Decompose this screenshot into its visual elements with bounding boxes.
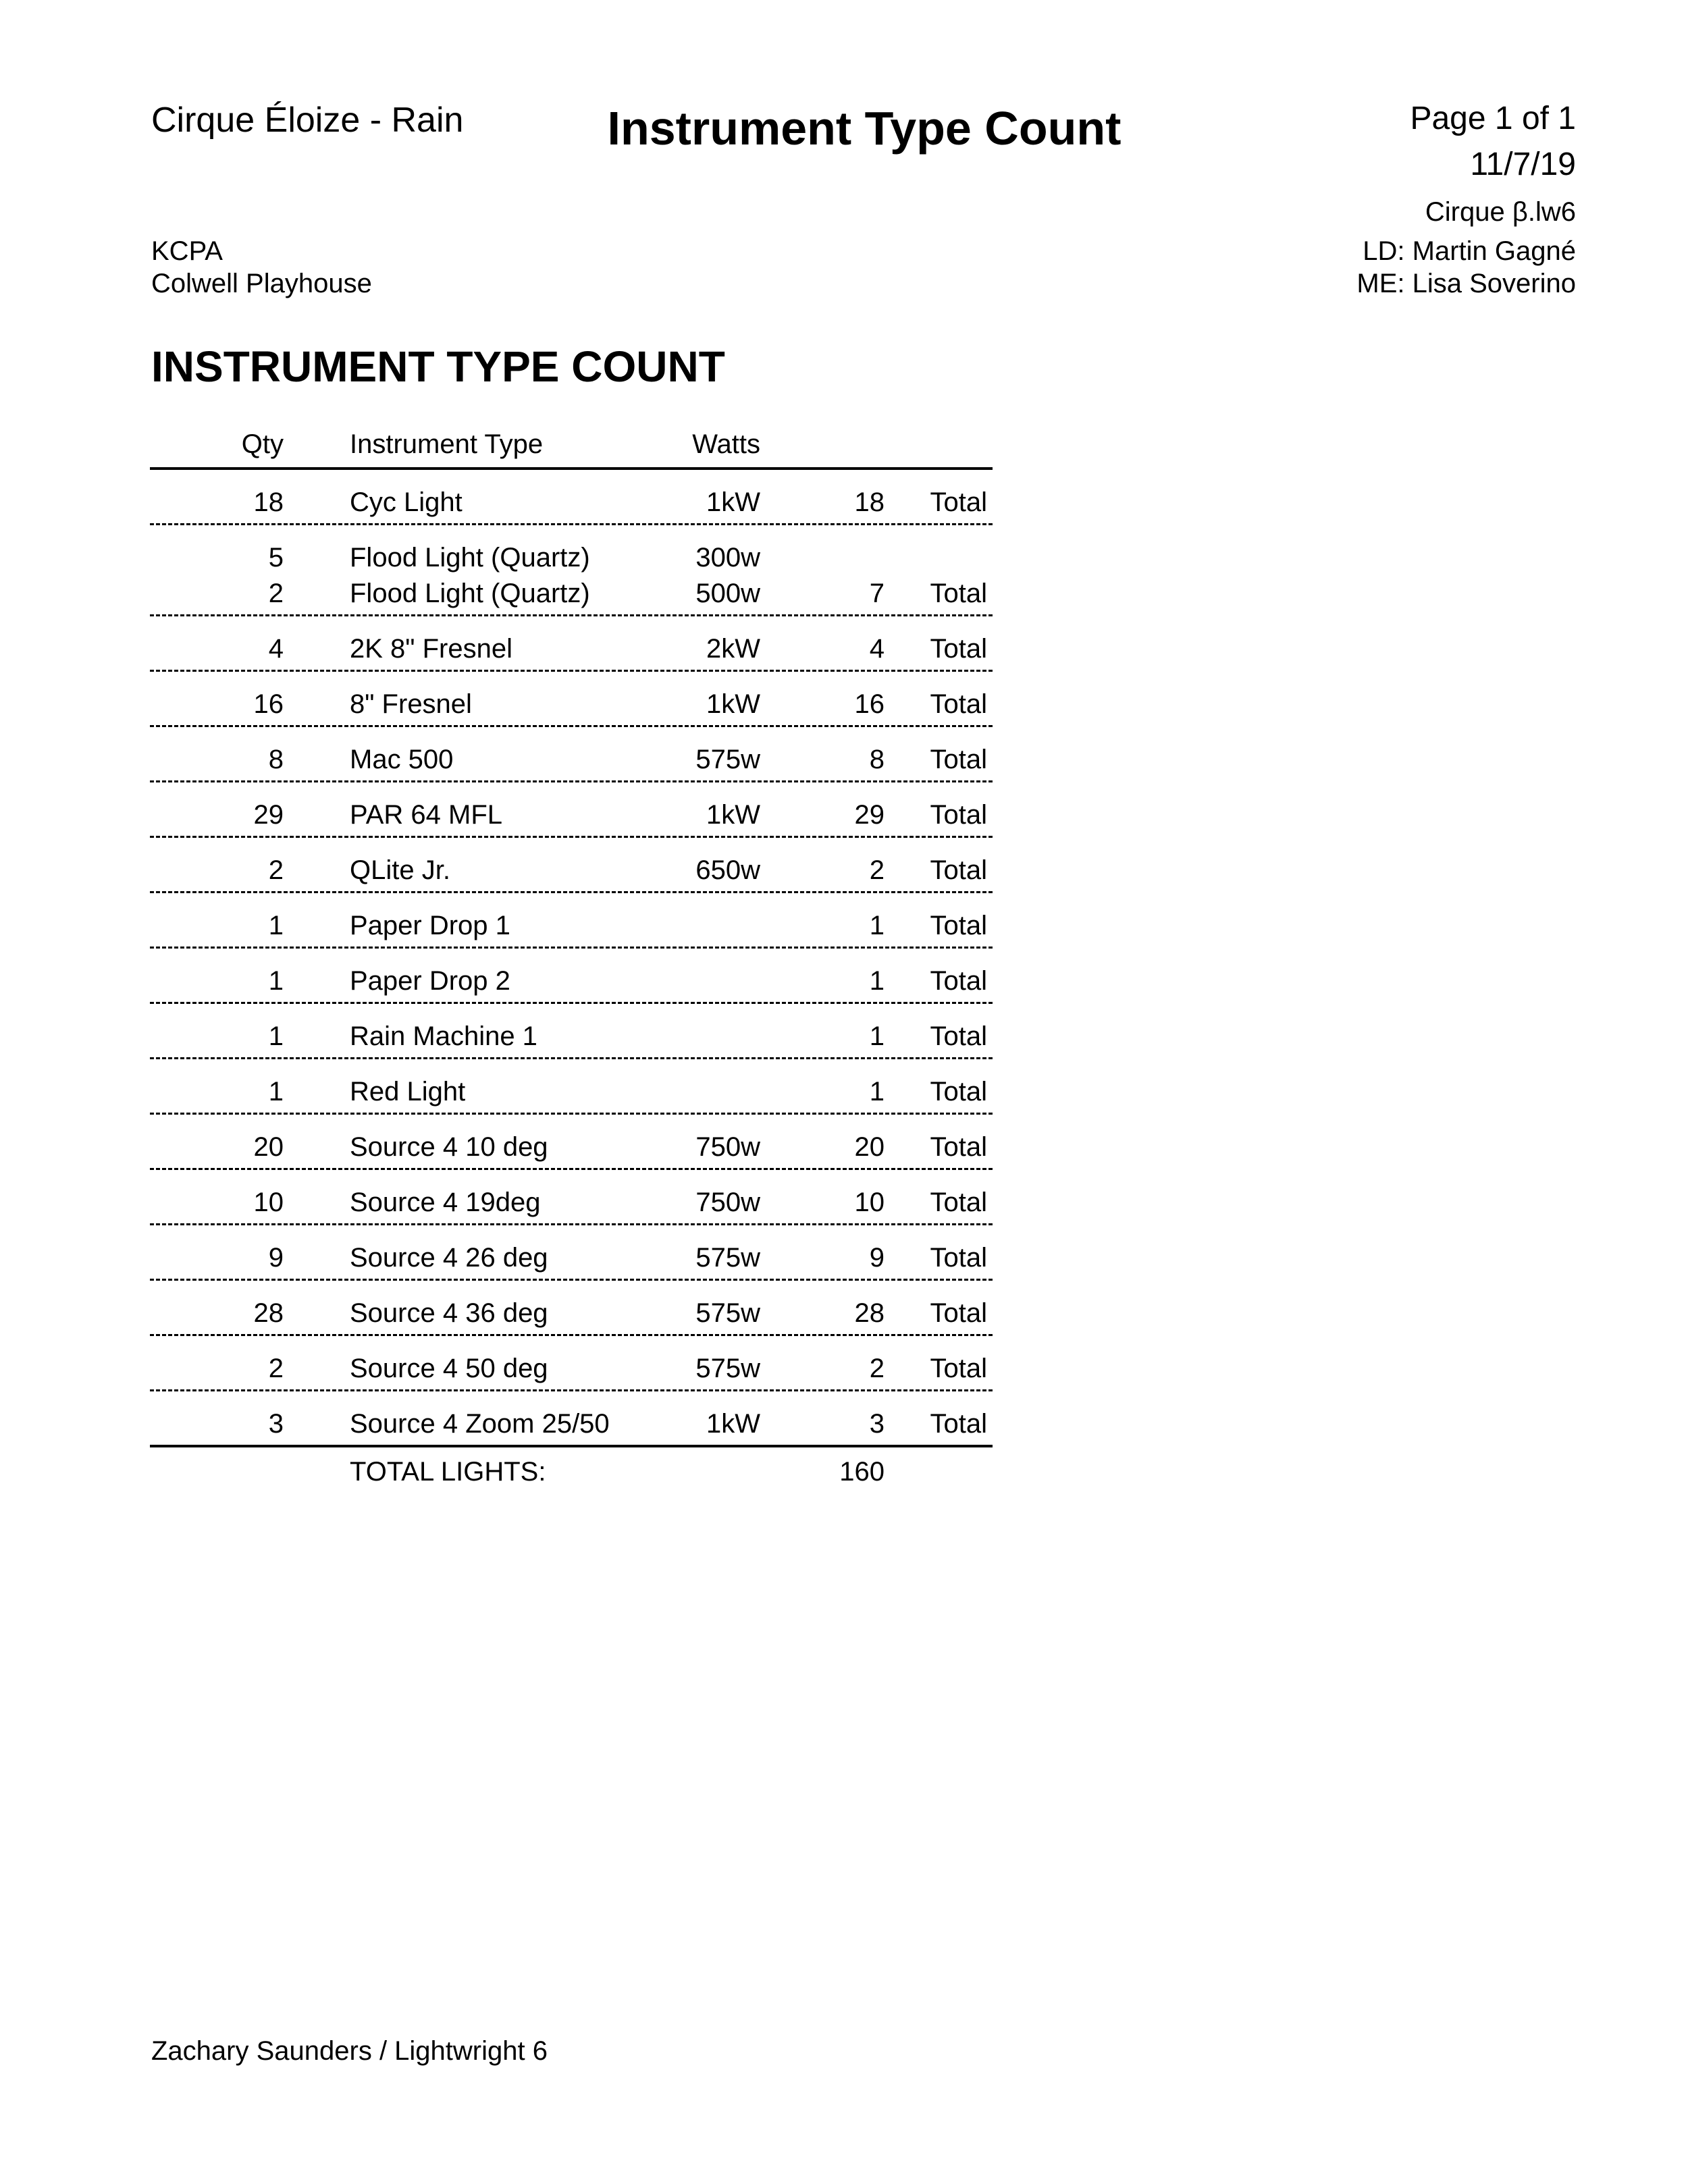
master-electrician: ME: Lisa Soverino bbox=[1356, 269, 1576, 298]
total-lights-label: TOTAL LIGHTS: bbox=[350, 1457, 546, 1487]
file-name: Cirque β.lw6 bbox=[1425, 197, 1576, 227]
cell-watts: 1kW bbox=[706, 800, 760, 830]
table-row-line bbox=[150, 903, 993, 938]
cell-watts: 1kW bbox=[706, 487, 760, 517]
cell-instrument-type: 2K 8" Fresnel bbox=[350, 634, 512, 664]
table-row bbox=[150, 903, 993, 949]
cell-instrument-type: Red Light bbox=[350, 1077, 466, 1107]
report-date: 11/7/19 bbox=[1470, 147, 1576, 182]
cell-watts: 300w bbox=[695, 543, 760, 572]
cell-total-label: Total bbox=[930, 911, 987, 940]
table-row-line bbox=[150, 626, 993, 662]
cell-total-label: Total bbox=[930, 634, 987, 664]
venue-organization: KCPA bbox=[151, 236, 223, 266]
table-row-line bbox=[150, 1069, 993, 1107]
cell-watts: 750w bbox=[695, 1132, 760, 1162]
cell-subtotal: 18 bbox=[854, 487, 885, 517]
cell-qty: 4 bbox=[268, 634, 284, 664]
footer-credit: Zachary Saunders / Lightwright 6 bbox=[151, 2036, 548, 2066]
table-row bbox=[150, 626, 993, 672]
cell-qty: 5 bbox=[268, 543, 284, 572]
table-body bbox=[150, 479, 993, 1447]
cell-qty: 16 bbox=[253, 689, 284, 719]
total-lights-row bbox=[150, 1447, 993, 1501]
venue-name: Colwell Playhouse bbox=[151, 269, 372, 298]
cell-total-label: Total bbox=[930, 1188, 987, 1217]
table-row-line bbox=[150, 737, 993, 772]
cell-watts: 575w bbox=[695, 1298, 760, 1328]
table-row bbox=[150, 792, 993, 838]
cell-total-label: Total bbox=[930, 1077, 987, 1107]
table-row-line bbox=[150, 792, 993, 828]
cell-instrument-type: Cyc Light bbox=[350, 487, 463, 517]
cell-total-label: Total bbox=[930, 487, 987, 517]
table-row bbox=[150, 1179, 993, 1225]
cell-subtotal: 16 bbox=[854, 689, 885, 719]
table-row bbox=[150, 535, 993, 616]
table-row bbox=[150, 1235, 993, 1281]
table-row bbox=[150, 1401, 993, 1447]
cell-total-label: Total bbox=[930, 745, 987, 774]
cell-subtotal: 29 bbox=[854, 800, 885, 830]
cell-qty: 1 bbox=[268, 1021, 284, 1051]
cell-subtotal: 7 bbox=[869, 579, 885, 608]
table-row bbox=[150, 1069, 993, 1115]
column-header-qty: Qty bbox=[241, 429, 284, 459]
table-row-line bbox=[150, 958, 993, 994]
table-row bbox=[150, 1124, 993, 1170]
cell-qty: 28 bbox=[253, 1298, 284, 1328]
cell-total-label: Total bbox=[930, 855, 987, 885]
table-row-line bbox=[150, 535, 993, 570]
cell-subtotal: 3 bbox=[869, 1409, 885, 1439]
cell-instrument-type: PAR 64 MFL bbox=[350, 800, 502, 830]
table-row-line bbox=[150, 1124, 993, 1160]
cell-instrument-type: Source 4 10 deg bbox=[350, 1132, 548, 1162]
cell-total-label: Total bbox=[930, 1298, 987, 1328]
cell-qty: 8 bbox=[268, 745, 284, 774]
table-row bbox=[150, 737, 993, 782]
instrument-count-table bbox=[150, 425, 993, 1501]
cell-qty: 1 bbox=[268, 966, 284, 996]
cell-instrument-type: Paper Drop 2 bbox=[350, 966, 510, 996]
table-row-line bbox=[150, 1235, 993, 1271]
table-row bbox=[150, 1013, 993, 1059]
cell-qty: 29 bbox=[253, 800, 284, 830]
cell-subtotal: 1 bbox=[869, 966, 885, 996]
table-row bbox=[150, 681, 993, 727]
cell-qty: 20 bbox=[253, 1132, 284, 1162]
cell-instrument-type: Flood Light (Quartz) bbox=[350, 543, 590, 572]
cell-total-label: Total bbox=[930, 689, 987, 719]
cell-instrument-type: 8" Fresnel bbox=[350, 689, 472, 719]
table-row-line bbox=[150, 1013, 993, 1049]
cell-instrument-type: Rain Machine 1 bbox=[350, 1021, 537, 1051]
table-row-line bbox=[150, 479, 993, 515]
cell-watts: 575w bbox=[695, 1354, 760, 1383]
cell-instrument-type: Source 4 36 deg bbox=[350, 1298, 548, 1328]
table-header bbox=[150, 425, 993, 470]
table-row-line bbox=[150, 681, 993, 717]
table-row-line bbox=[150, 570, 993, 606]
cell-total-label: Total bbox=[930, 1243, 987, 1273]
cell-watts: 575w bbox=[695, 745, 760, 774]
cell-watts: 750w bbox=[695, 1188, 760, 1217]
cell-instrument-type: Source 4 19deg bbox=[350, 1188, 541, 1217]
table-row bbox=[150, 958, 993, 1004]
cell-subtotal: 2 bbox=[869, 855, 885, 885]
cell-instrument-type: Source 4 Zoom 25/50 bbox=[350, 1409, 610, 1439]
cell-subtotal: 1 bbox=[869, 1077, 885, 1107]
cell-watts: 1kW bbox=[706, 689, 760, 719]
cell-subtotal: 1 bbox=[869, 1021, 885, 1051]
cell-subtotal: 20 bbox=[854, 1132, 885, 1162]
table-row-line bbox=[150, 1401, 993, 1437]
table-row bbox=[150, 1346, 993, 1391]
cell-qty: 2 bbox=[268, 1354, 284, 1383]
cell-qty: 3 bbox=[268, 1409, 284, 1439]
table-row-line bbox=[150, 1179, 993, 1215]
show-title: Cirque Éloize - Rain bbox=[151, 101, 464, 140]
cell-instrument-type: Flood Light (Quartz) bbox=[350, 579, 590, 608]
column-header-watts: Watts bbox=[692, 429, 760, 459]
cell-qty: 9 bbox=[268, 1243, 284, 1273]
cell-instrument-type: Paper Drop 1 bbox=[350, 911, 510, 940]
cell-total-label: Total bbox=[930, 800, 987, 830]
column-header-instrument-type: Instrument Type bbox=[350, 429, 544, 459]
cell-qty: 2 bbox=[268, 855, 284, 885]
table-row-line bbox=[150, 1346, 993, 1381]
cell-qty: 1 bbox=[268, 911, 284, 940]
cell-total-label: Total bbox=[930, 966, 987, 996]
cell-qty: 2 bbox=[268, 579, 284, 608]
cell-total-label: Total bbox=[930, 579, 987, 608]
report-title: Instrument Type Count bbox=[607, 102, 1122, 155]
cell-watts: 500w bbox=[695, 579, 760, 608]
table-row-line bbox=[150, 1290, 993, 1326]
cell-watts: 1kW bbox=[706, 1409, 760, 1439]
cell-subtotal: 9 bbox=[869, 1243, 885, 1273]
section-title: INSTRUMENT TYPE COUNT bbox=[151, 342, 725, 391]
cell-subtotal: 4 bbox=[869, 634, 885, 664]
table-row bbox=[150, 479, 993, 525]
cell-instrument-type: Source 4 50 deg bbox=[350, 1354, 548, 1383]
cell-total-label: Total bbox=[930, 1021, 987, 1051]
page-number: Page 1 of 1 bbox=[1410, 101, 1576, 136]
cell-watts: 575w bbox=[695, 1243, 760, 1273]
cell-subtotal: 10 bbox=[854, 1188, 885, 1217]
cell-qty: 10 bbox=[253, 1188, 284, 1217]
cell-subtotal: 2 bbox=[869, 1354, 885, 1383]
cell-total-label: Total bbox=[930, 1354, 987, 1383]
cell-qty: 18 bbox=[253, 487, 284, 517]
table-row-line bbox=[150, 847, 993, 883]
table-row bbox=[150, 847, 993, 893]
cell-instrument-type: Mac 500 bbox=[350, 745, 454, 774]
total-lights-value: 160 bbox=[839, 1457, 885, 1487]
cell-subtotal: 8 bbox=[869, 745, 885, 774]
cell-watts: 2kW bbox=[706, 634, 760, 664]
cell-watts: 650w bbox=[695, 855, 760, 885]
table-row bbox=[150, 1290, 993, 1336]
cell-total-label: Total bbox=[930, 1409, 987, 1439]
cell-instrument-type: Source 4 26 deg bbox=[350, 1243, 548, 1273]
lighting-designer: LD: Martin Gagné bbox=[1363, 236, 1576, 266]
cell-qty: 1 bbox=[268, 1077, 284, 1107]
cell-subtotal: 1 bbox=[869, 911, 885, 940]
cell-subtotal: 28 bbox=[854, 1298, 885, 1328]
cell-instrument-type: QLite Jr. bbox=[350, 855, 450, 885]
cell-total-label: Total bbox=[930, 1132, 987, 1162]
